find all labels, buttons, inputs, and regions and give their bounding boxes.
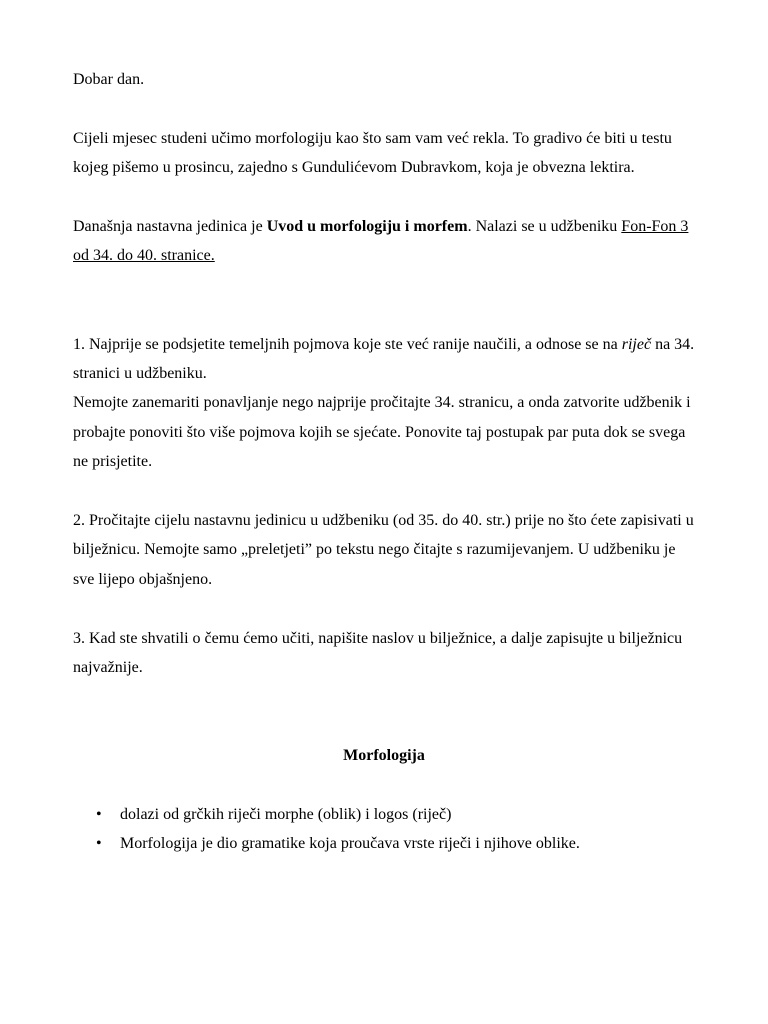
section-heading (73, 741, 695, 770)
step1-continuation: Nemojte zanemariti ponavljanje nego najprije pročitajte 34. stranicu, a onda zatvorite udžbenik i probajte ponoviti što više pojmova kojih se sjećate. Ponovite taj postupak par puta dok se svega ne prisjetite. (73, 394, 691, 471)
step1-paragraph (73, 330, 698, 389)
step1-text-a: 1. Najprije se podsjetite temeljnih pojmova koje ste već ranije naučili, a odnose se na (73, 335, 622, 353)
list-item (73, 800, 698, 829)
bullet-icon: • (96, 835, 102, 853)
lesson-middle: . Nalazi se u udžbeniku (467, 218, 622, 235)
step3-paragraph: 3. Kad ste shvatili o čemu ćemo učiti, napišite naslov u bilježnice, a dalje zapisujte u bilježnicu najvažnije. (73, 629, 683, 677)
step2-paragraph: 2. Pročitajte cijelu nastavnu jedinicu u udžbeniku (od 35. do 40. str.) prije no što ćete zapisivati u bilježnicu. Nemojte samo „preletjeti” po tekstu nego čitajte s razumijevanjem. U udžbeniku je sve lijepo objašnjeno. (73, 512, 694, 588)
intro-paragraph: Cijeli mjesec studeni učimo morfologiju kao što sam vam već rekla. To gradivo će biti u testu kojeg pišemo u prosincu, zajedno s Gundulićevom Dubravkom, koja je obvezna lektira. (73, 129, 672, 177)
spacer (73, 594, 698, 623)
document-body (73, 65, 698, 859)
lesson-reference: Fon-Fon 3 od 34. do 40. stranice. (73, 218, 689, 265)
spacer (73, 271, 698, 330)
lesson-paragraph (73, 212, 698, 271)
lesson-prefix: Današnja nastavna jedinica je (73, 218, 267, 235)
spacer (73, 183, 698, 212)
section-heading-text: Morfologija (343, 747, 425, 765)
step1-italic-word: riječ (621, 335, 652, 353)
lesson-title: Uvod u morfologiju i morfem (266, 218, 468, 235)
greeting-paragraph: Dobar dan. (73, 71, 145, 88)
list-item (73, 829, 698, 858)
bullet-list (73, 800, 698, 859)
spacer (73, 94, 698, 123)
bullet-icon: • (96, 806, 102, 824)
step1-text-b: na 34. stranici u udžbeniku. (73, 335, 695, 383)
list-item-text: dolazi od grčkih riječi morphe (oblik) i logos (riječ) (120, 806, 452, 824)
spacer (73, 477, 698, 506)
spacer (73, 682, 698, 741)
spacer (73, 771, 698, 800)
list-item-text: Morfologija je dio gramatike koja proučava vrste riječi i njihove oblike. (120, 835, 580, 853)
